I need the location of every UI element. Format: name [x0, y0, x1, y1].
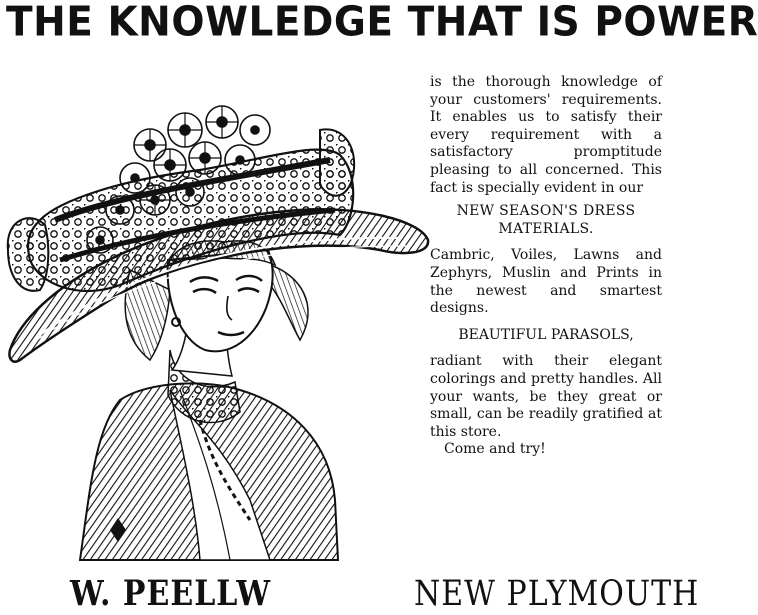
intro-paragraph: is the thorough knowledge of your customers' requirements. It enables us to satisfy their every requirement with a satisfactory promptitude pleasing to all concerned. This fact is specially evident in our [430, 74, 662, 196]
merchant-name: W. PEELLW [70, 574, 272, 615]
town-name: NEW PLYMOUTH [414, 574, 700, 615]
dress-materials-text: Cambric, Voiles, Lawns and Zephyrs, Muslin and Prints in the newest and smartest designs. [430, 247, 662, 317]
headline: THE KNOWLEDGE THAT IS POWER [6, 0, 758, 47]
woman-in-flowered-hat-icon [0, 60, 430, 560]
closing-line: Come and try! [444, 441, 546, 458]
dress-materials-heading: NEW SEASON'S DRESS MATERIALS. [456, 203, 636, 237]
advertisement-copy [430, 74, 662, 459]
parasols-text: radiant with their elegant colorings and pretty handles. All your wants, be they great or small, can be readily gratified at this store. [430, 353, 662, 440]
parasols-heading: BEAUTIFUL PARASOLS, [458, 326, 634, 343]
